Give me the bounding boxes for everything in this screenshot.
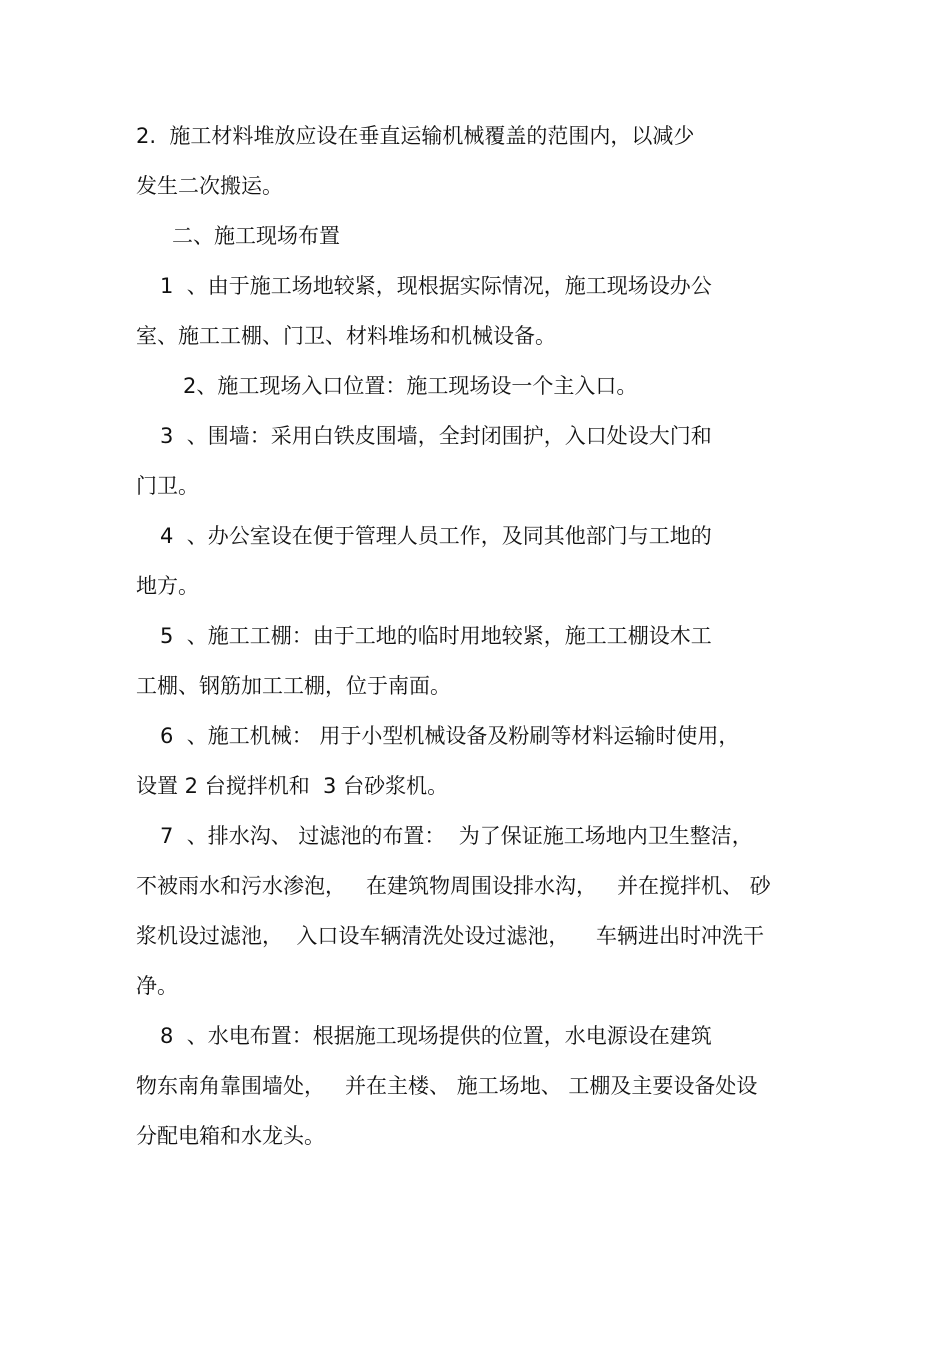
text-line-continuation: 浆机设过滤池， 入口设车辆清洗处设过滤池， 车辆进出时冲洗干: [136, 924, 765, 948]
text-line-continuation: 发生二次搬运。: [136, 174, 283, 198]
text-line-continuation: 地方。: [136, 574, 199, 598]
text-line-item-3-wall: 3 、围墙：采用白铁皮围墙，全封闭围护，入口处设大门和: [160, 424, 712, 448]
text-line-continuation: 设置 2 台搅拌机和 3 台砂浆机。: [136, 774, 449, 798]
text-line-item-6-machinery: 6 、施工机械： 用于小型机械设备及粉刷等材料运输时使用，: [160, 724, 740, 748]
text-line-continuation: 物东南角靠围墙处， 并在主楼、 施工场地、 工棚及主要设备处设: [136, 1074, 758, 1098]
text-line-continuation: 工棚、钢筋加工工棚，位于南面。: [136, 674, 451, 698]
text-line-item-5-sheds: 5 、施工工棚：由于工地的临时用地较紧，施工工棚设木工: [160, 624, 712, 648]
text-line-item-1: 1 、由于施工场地较紧，现根据实际情况，施工现场设办公: [160, 274, 712, 298]
text-line-continuation: 净。: [136, 974, 178, 998]
text-line-continuation: 门卫。: [136, 474, 199, 498]
text-line-continuation: 室、施工工棚、门卫、材料堆场和机械设备。: [136, 324, 556, 348]
text-line-item-4-office: 4 、办公室设在便于管理人员工作，及同其他部门与工地的: [160, 524, 712, 548]
text-line-item-8-utilities: 8 、水电布置：根据施工现场提供的位置，水电源设在建筑: [160, 1024, 712, 1048]
text-line-continuation: 分配电箱和水龙头。: [136, 1124, 325, 1148]
text-line-item-2-materials: 2. 施工材料堆放应设在垂直运输机械覆盖的范围内，以减少: [136, 124, 695, 148]
text-line-item-7-drainage: 7 、排水沟、 过滤池的布置： 为了保证施工场地内卫生整洁，: [160, 824, 753, 848]
text-line-continuation: 不被雨水和污水渗泡， 在建筑物周围设排水沟， 并在搅拌机、 砂: [136, 874, 771, 898]
section-heading-site-layout: 二、施工现场布置: [172, 224, 340, 248]
text-line-item-2-entrance: 2、施工现场入口位置：施工现场设一个主入口。: [183, 374, 638, 398]
